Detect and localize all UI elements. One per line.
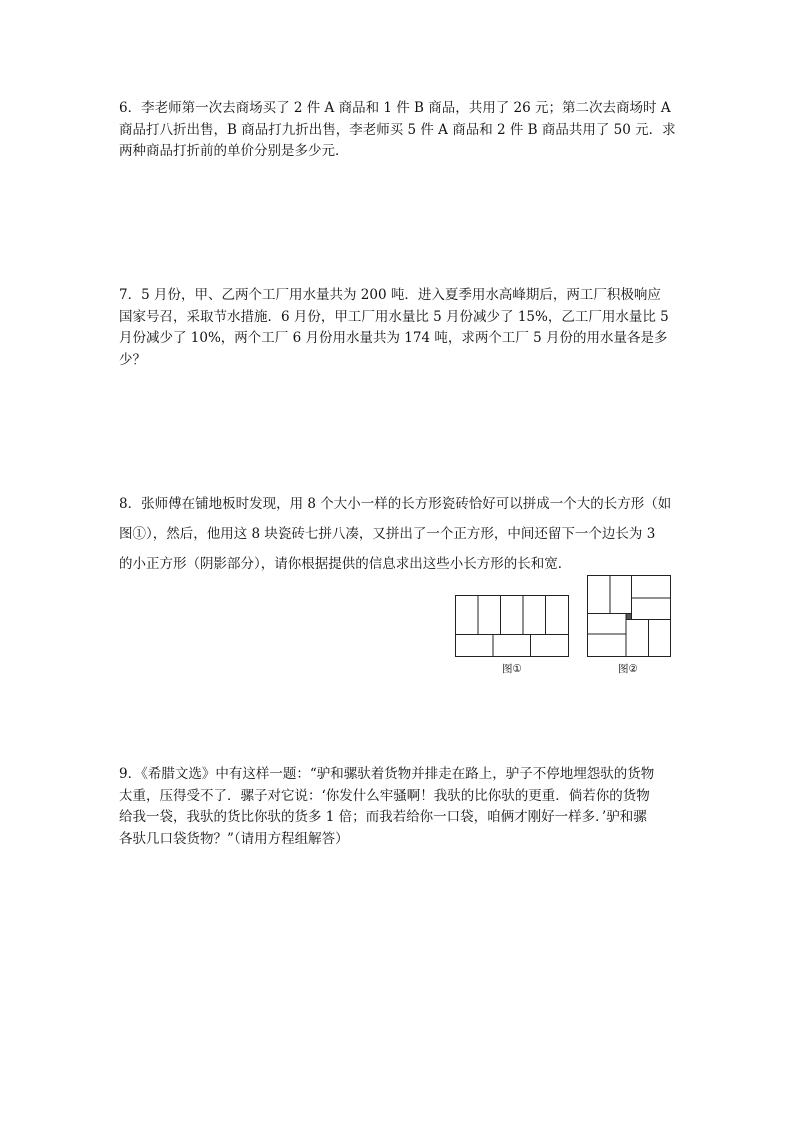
question-8 [119,489,677,579]
figure-1 [454,594,570,658]
question-7-line-2: 国家号召，采取节水措施．6 月份，甲工厂用水量比 5 月份减少了 15%，乙工厂用水量比 5 [119,308,669,325]
question-6-line-2: 商品打八折出售，B 商品打九折出售，李老师买 5 件 A 商品和 2 件 B 商品共用了 50 元．求 [119,121,676,138]
question-9-line-4: 各驮几口袋货物？”（请用方程组解答） [119,830,349,847]
question-9-line-2: 太重，压得受不了．骡子对它说：‘你发什么牢骚啊！我驮的比你驮的更重．倘若你的货物 [119,787,650,804]
figure-1-caption: 图① [502,663,522,675]
question-7-line-3: 月份减少了 10%，两个工厂 6 月份用水量共为 174 吨，求两个工厂 5 月份的用水量各是多 [119,330,668,346]
question-8-line-2: 图①），然后，他用这 8 块瓷砖七拼八凑，又拼出了一个正方形，中间还留下一个边长为 3 [119,526,656,542]
question-8-line-3: 的小正方形（阴影部分），请你根据提供的信息求出这些小长方形的长和宽． [119,556,572,572]
question-7-line-4: 少？ [119,351,146,368]
figure-1-diagram [454,594,570,658]
question-9-line-1: 9．《希腊文选》中有这样一题：“驴和骡驮着货物并排走在路上，驴子不停地埋怨驮的货物 [119,766,655,782]
question-7 [119,285,677,371]
figure-2-shaded-square [626,614,632,620]
figure-1-outline [456,596,569,657]
question-7-line-1: 7．5 月份，甲、乙两个工厂用水量共为 200 吨．进入夏季用水高峰期后，两工厂积极响应 [119,287,661,303]
question-6-line-1: 6．李老师第一次去商场买了 2 件 A 商品和 1 件 B 商品，共用了 26 元；第二次去商场时 A [119,100,671,116]
figure-2 [586,574,672,658]
question-8-line-1: 8．张师傅在铺地板时发现，用 8 个大小一样的长方形瓷砖恰好可以拼成一个大的长方形（如 [119,496,672,512]
question-9 [119,764,677,850]
question-6 [119,98,677,163]
question-9-line-3: 给我一袋，我驮的货比你驮的货多 1 倍；而我若给你一口袋，咱俩才刚好一样多．’驴和骡 [119,809,647,825]
question-6-line-3: 两种商品打折前的单价分别是多少元． [119,143,349,159]
figure-2-caption: 图② [618,663,638,675]
figure-2-diagram [586,574,672,658]
